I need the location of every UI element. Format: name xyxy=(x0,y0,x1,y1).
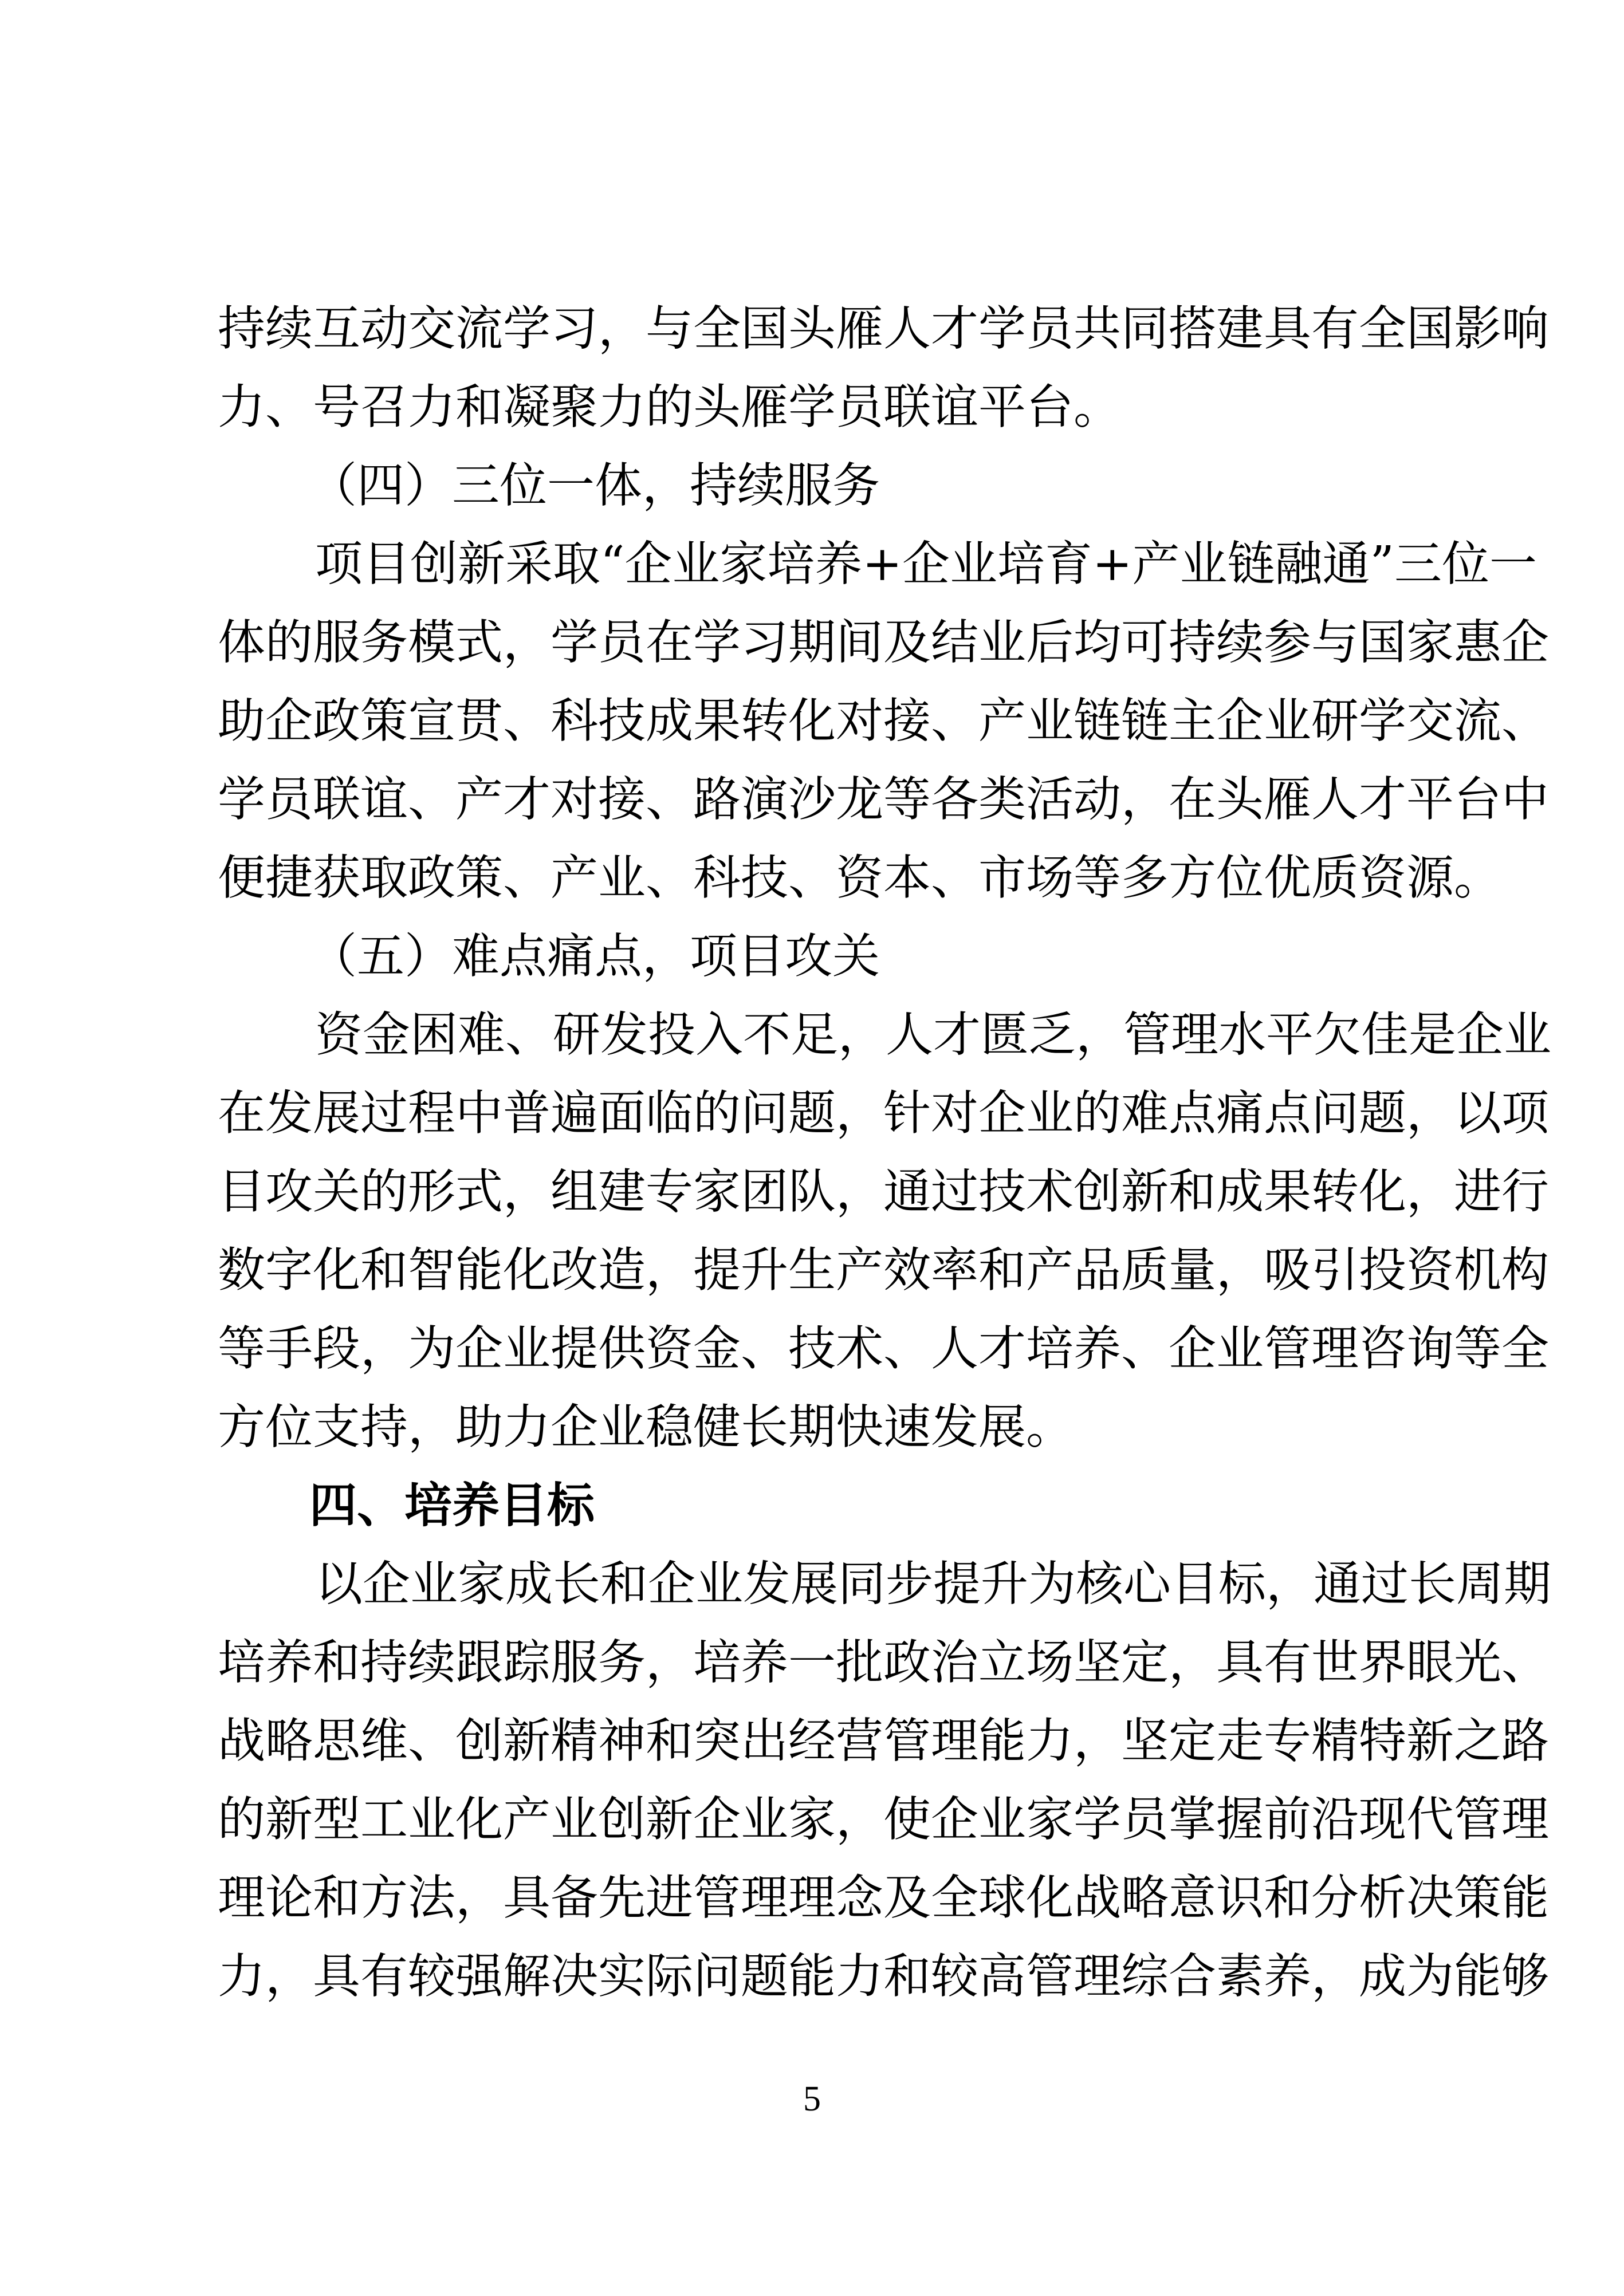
paragraph-line: 培养和持续跟踪服务，培养一批政治立场坚定，具有世界眼光、 xyxy=(218,1635,1549,1690)
paragraph-line: 项目创新采取“企业家培养+企业培育+产业链融通”三位一 xyxy=(315,536,1537,592)
paragraph-line: 学员联谊、产才对接、路演沙龙等各类活动，在头雁人才平台中 xyxy=(218,771,1549,827)
paragraph-line: 战略思维、创新精神和突出经营管理能力，坚定走专精特新之路 xyxy=(218,1713,1549,1769)
body-text xyxy=(218,289,1551,2015)
paragraph-line: 资金困难、研发投入不足，人才匮乏，管理水平欠佳是企业 xyxy=(315,1007,1551,1062)
chapter-heading: 四、培养目标 xyxy=(309,1478,595,1533)
section-heading-4: （四）三位一体，持续服务 xyxy=(309,458,880,513)
paragraph-line: 力、号召力和凝聚力的头雁学员联谊平台。 xyxy=(218,379,1121,435)
paragraph-line: 理论和方法，具备先进管理理念及全球化战略意识和分析决策能 xyxy=(218,1870,1549,1925)
paragraph-line: 力，具有较强解决实际问题能力和较高管理综合素养，成为能够 xyxy=(218,1948,1549,2004)
paragraph-line: 的新型工业化产业创新企业家，使企业家学员掌握前沿现代管理 xyxy=(218,1791,1549,1847)
paragraph-line: 持续互动交流学习，与全国头雁人才学员共同搭建具有全国影响 xyxy=(218,301,1549,356)
paragraph-line: 在发展过程中普遍面临的问题，针对企业的难点痛点问题，以项 xyxy=(218,1085,1549,1141)
paragraph-line: 便捷获取政策、产业、科技、资本、市场等多方位优质资源。 xyxy=(218,850,1501,905)
paragraph-line: 方位支持，助力企业稳健长期快速发展。 xyxy=(218,1399,1074,1455)
paragraph-line: 助企政策宣贯、科技成果转化对接、产业链链主企业研学交流、 xyxy=(218,693,1549,749)
paragraph-line: 体的服务模式，学员在学习期间及结业后均可持续参与国家惠企 xyxy=(218,615,1549,670)
paragraph-line: 等手段，为企业提供资金、技术、人才培养、企业管理咨询等全 xyxy=(218,1321,1549,1376)
paragraph-line: 目攻关的形式，组建专家团队，通过技术创新和成果转化，进行 xyxy=(218,1164,1549,1219)
page-number: 5 xyxy=(803,2080,821,2118)
paragraph-line: 数字化和智能化改造，提升生产效率和产品质量，吸引投资机构 xyxy=(218,1242,1549,1298)
paragraph-line: 以企业家成长和企业发展同步提升为核心目标，通过长周期 xyxy=(315,1556,1551,1612)
section-heading-5: （五）难点痛点，项目攻关 xyxy=(309,928,880,984)
